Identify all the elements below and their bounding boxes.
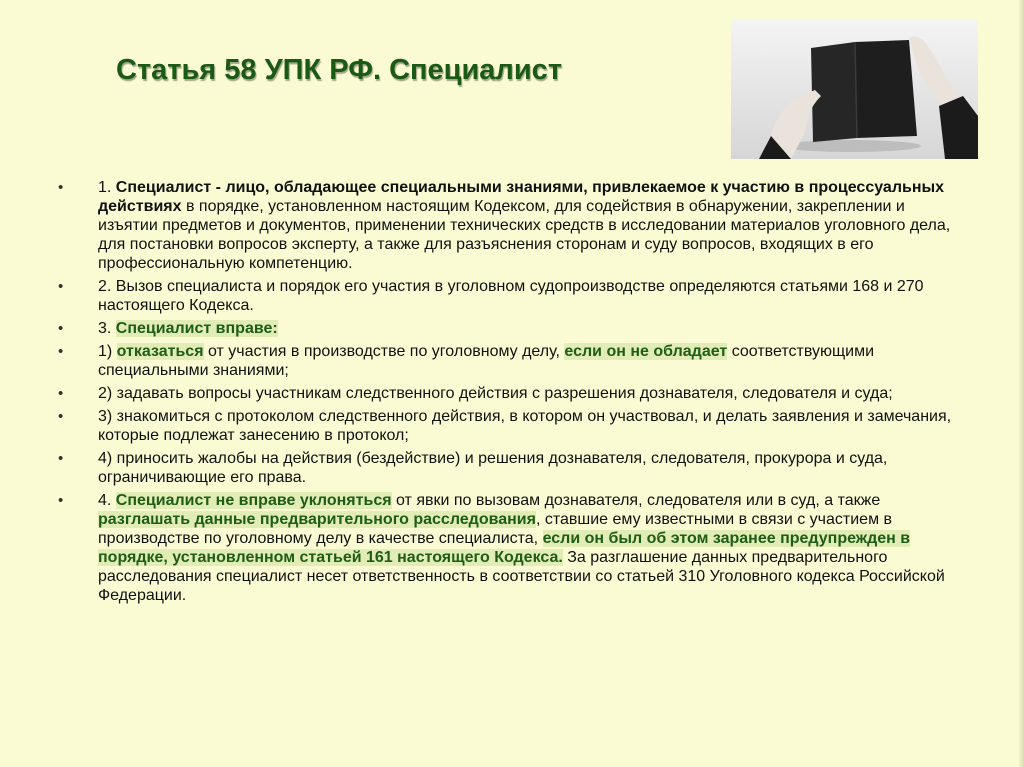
text-segment: 4. [98, 492, 116, 509]
text-segment: 2. Вызов специалиста и порядок его участия в уголовном судопроизводстве определяются статьями 168 и 270 настоящего Кодекса. [98, 278, 924, 314]
bold-text: Специалист - лицо, обладающее специальными знаниями, привлекаемое к участию в процессуальных действиях [98, 179, 945, 215]
bullet-glyph: • [58, 320, 64, 337]
bullet-item [58, 319, 958, 338]
highlighted-text: отказаться [116, 343, 204, 360]
photo-hands-holding-black-book [731, 20, 978, 159]
highlighted-text: если он был об этом заранее предупрежден в порядке, установленном статьей 161 настоящего Кодекса. [98, 530, 911, 566]
slide-edge-shadow [1018, 0, 1024, 767]
bullet-item [58, 491, 958, 605]
bullet-item [58, 342, 958, 380]
text-segment: 2) задавать вопросы участникам следственного действия с разрешения дознавателя, следователя и суда; [98, 385, 893, 402]
highlighted-text: Специалист не вправе уклоняться [115, 492, 392, 509]
text-segment: 1. [98, 179, 116, 196]
bullet-text [98, 450, 887, 486]
bullet-text [98, 278, 924, 314]
bullet-glyph: • [58, 179, 64, 196]
bullet-list [58, 178, 958, 609]
bullet-item [58, 449, 958, 487]
text-segment: 3. [98, 320, 116, 337]
bullet-text [98, 408, 951, 444]
highlighted-text: разглашать данные предварительного расследования [98, 511, 536, 528]
highlighted-text: если он не обладает [564, 343, 728, 360]
text-segment: , ставшие ему известными в связи с участием в производстве по уголовному делу в качестве специалиста, [98, 511, 893, 547]
slide-title: Статья 58 УПК РФ. Специалист [116, 54, 563, 86]
bullet-glyph: • [58, 492, 64, 509]
bullet-text [98, 320, 278, 337]
bullet-glyph: • [58, 450, 64, 467]
bullet-text [98, 385, 893, 402]
bullet-item [58, 178, 958, 273]
bullet-item [58, 384, 958, 403]
text-segment: от участия в производстве по уголовному делу, [203, 343, 565, 360]
bullet-text [98, 179, 950, 272]
text-segment: 1) [98, 343, 117, 360]
bullet-glyph: • [58, 278, 64, 295]
text-segment: 4) приносить жалобы на действия (бездействие) и решения дознавателя, следователя, прокурора и суда, ограничивающие его права. [98, 450, 888, 486]
text-segment: от явки по вызовам дознавателя, следователя или в суд, а также [391, 492, 881, 509]
bullet-glyph: • [58, 385, 64, 402]
text-segment: За разглашение данных предварительного расследования специалист несет ответственность в соответствии со статьей 310 Уголовного кодекса Российской Федерации. [98, 549, 945, 604]
bullet-glyph: • [58, 408, 64, 425]
bullet-text [98, 343, 874, 379]
bullet-glyph: • [58, 343, 64, 360]
text-segment: 3) знакомиться с протоколом следственного действия, в котором он участвовал, и делать заявления и замечания, которые подлежат занесению в протокол; [98, 408, 952, 444]
bullet-text [98, 492, 945, 604]
text-segment: в порядке, установленном настоящим Кодексом, для содействия в обнаружении, закреплении и изъятии предметов и документов, применении технических средств в исследовании материалов уголовного дела, для постановки вопросов эксперту, а также для разъяснения сторонам и суду вопросов, входящих в его профессиональную компетенцию. [98, 198, 951, 272]
highlighted-text: Специалист вправе: [115, 320, 278, 337]
bullet-item [58, 277, 958, 315]
photo-illustration [731, 20, 978, 159]
text-segment: соответствующими специальными знаниями; [98, 343, 874, 379]
bullet-item [58, 407, 958, 445]
